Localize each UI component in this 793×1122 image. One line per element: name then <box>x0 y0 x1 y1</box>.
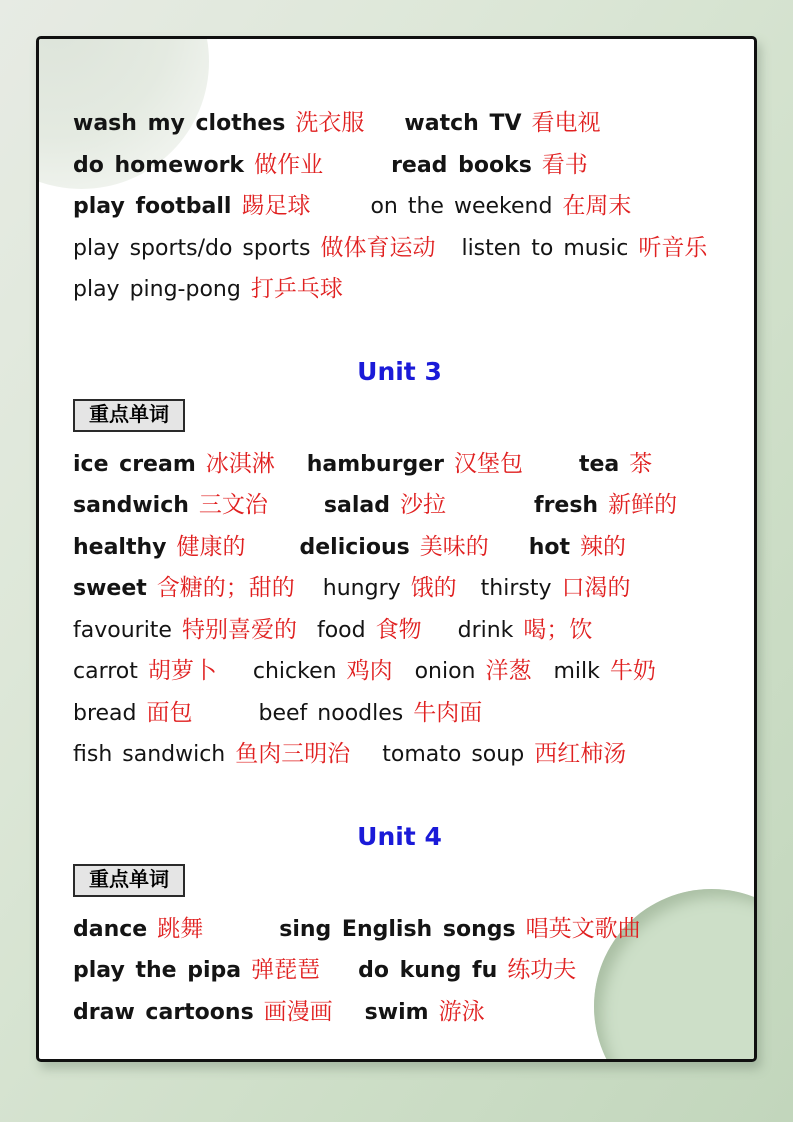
english-term: read books <box>391 152 532 178</box>
english-term: food <box>316 617 366 643</box>
chinese-translation: 汉堡包 <box>453 450 523 477</box>
chinese-translation: 洋葱 <box>485 658 532 684</box>
chinese-translation: 牛奶 <box>609 658 656 684</box>
chinese-translation: 健康的 <box>176 533 246 560</box>
english-term: play ping-pong <box>73 277 241 302</box>
vocab-line <box>73 909 726 951</box>
chinese-translation: 沙拉 <box>400 492 446 518</box>
english-term: play the pipa <box>73 958 242 983</box>
english-term: bread <box>73 700 137 726</box>
chinese-translation: 冰淇淋 <box>205 450 275 477</box>
english-term: fish sandwich <box>73 742 226 767</box>
page-content <box>39 39 754 1033</box>
english-term: play sports/do sports <box>73 235 311 261</box>
chinese-translation: 做作业 <box>254 151 324 178</box>
vocab-line <box>73 651 726 693</box>
vocab-line <box>73 269 726 311</box>
chinese-translation: 特别喜爱的 <box>181 616 297 643</box>
chinese-translation: 做体育运动 <box>320 234 436 261</box>
chinese-translation: 打乒乓球 <box>250 276 343 302</box>
chinese-translation: 喝；饮 <box>523 616 593 643</box>
english-term: ice cream <box>73 451 196 477</box>
english-term: watch TV <box>404 111 522 136</box>
unit-3-title: Unit 3 <box>357 356 442 386</box>
english-term: do homework <box>73 152 245 178</box>
chinese-translation: 看书 <box>541 151 588 178</box>
chinese-translation: 西红柿汤 <box>534 741 627 767</box>
chinese-translation: 美味的 <box>419 533 489 560</box>
document-page <box>36 36 757 1062</box>
vocab-block-unit-3 <box>73 444 726 776</box>
vocab-line <box>73 992 726 1034</box>
chinese-translation: 鸡肉 <box>346 658 393 684</box>
chinese-translation: 看电视 <box>531 110 601 136</box>
english-term: delicious <box>299 534 410 560</box>
vocab-block-intro <box>73 103 726 311</box>
chinese-translation: 三文治 <box>198 492 268 518</box>
english-term: sweet <box>73 576 147 601</box>
english-term: drink <box>457 617 514 643</box>
english-term: chicken <box>252 659 337 684</box>
english-term: dance <box>73 916 148 942</box>
chinese-translation: 踢足球 <box>241 193 311 219</box>
english-term: onion <box>414 659 476 684</box>
english-term: milk <box>553 659 600 684</box>
vocab-line <box>73 186 726 228</box>
chinese-translation: 食物 <box>375 616 422 643</box>
english-term: on the weekend <box>370 194 553 219</box>
english-term: wash my clothes <box>73 111 286 136</box>
chinese-translation: 茶 <box>629 450 653 477</box>
chinese-translation: 听音乐 <box>638 234 708 261</box>
vocab-line <box>73 568 726 610</box>
chinese-translation: 牛肉面 <box>413 699 483 726</box>
chinese-translation: 唱英文歌曲 <box>525 915 641 942</box>
english-term: play football <box>73 194 232 219</box>
english-term: healthy <box>73 534 167 560</box>
english-term: draw cartoons <box>73 999 254 1025</box>
vocab-line <box>73 485 726 527</box>
chinese-translation: 弹琵琶 <box>251 957 321 983</box>
unit-4-title: Unit 4 <box>357 821 442 851</box>
vocab-line <box>73 228 726 270</box>
english-term: tea <box>578 451 620 477</box>
vocab-line <box>73 145 726 187</box>
vocab-line <box>73 693 726 735</box>
english-term: hot <box>528 534 571 560</box>
english-term: hamburger <box>306 451 444 477</box>
chinese-translation: 胡萝卜 <box>147 658 217 684</box>
chinese-translation: 画漫画 <box>263 998 333 1025</box>
vocab-block-unit-4 <box>73 909 726 1034</box>
unit-4-section <box>73 820 726 1034</box>
vocab-line <box>73 950 726 992</box>
chinese-translation: 洗衣服 <box>295 110 365 136</box>
english-term: do kung fu <box>358 958 498 983</box>
english-term: thirsty <box>480 576 552 601</box>
english-term: favourite <box>73 617 172 643</box>
english-term: carrot <box>73 659 138 684</box>
unit-3-section <box>73 355 726 776</box>
vocab-line <box>73 734 726 776</box>
chinese-translation: 面包 <box>146 699 193 726</box>
vocab-line <box>73 444 726 486</box>
chinese-translation: 练功夫 <box>507 957 577 983</box>
vocab-line <box>73 527 726 569</box>
chinese-translation: 新鲜的 <box>608 492 678 518</box>
english-term: listen to music <box>461 235 629 261</box>
english-term: sandwich <box>73 493 189 518</box>
chinese-translation: 跳舞 <box>157 915 204 942</box>
chinese-translation: 鱼肉三明治 <box>235 741 351 767</box>
vocab-line <box>73 610 726 652</box>
english-term: hungry <box>322 576 401 601</box>
english-term: fresh <box>534 493 599 518</box>
english-term: swim <box>364 999 429 1025</box>
chinese-translation: 游泳 <box>438 998 485 1025</box>
chinese-translation: 含糖的；甜的 <box>156 575 295 601</box>
chinese-translation: 辣的 <box>580 533 627 560</box>
keywords-badge: 重点单词 <box>73 399 185 432</box>
english-term: salad <box>323 493 390 518</box>
english-term: sing English songs <box>279 916 516 942</box>
english-term: tomato soup <box>382 742 525 767</box>
chinese-translation: 在周末 <box>562 193 632 219</box>
vocab-line <box>73 103 726 145</box>
keywords-badge: 重点单词 <box>73 864 185 897</box>
chinese-translation: 饿的 <box>410 575 457 601</box>
english-term: beef noodles <box>258 700 404 726</box>
chinese-translation: 口渴的 <box>561 575 631 601</box>
